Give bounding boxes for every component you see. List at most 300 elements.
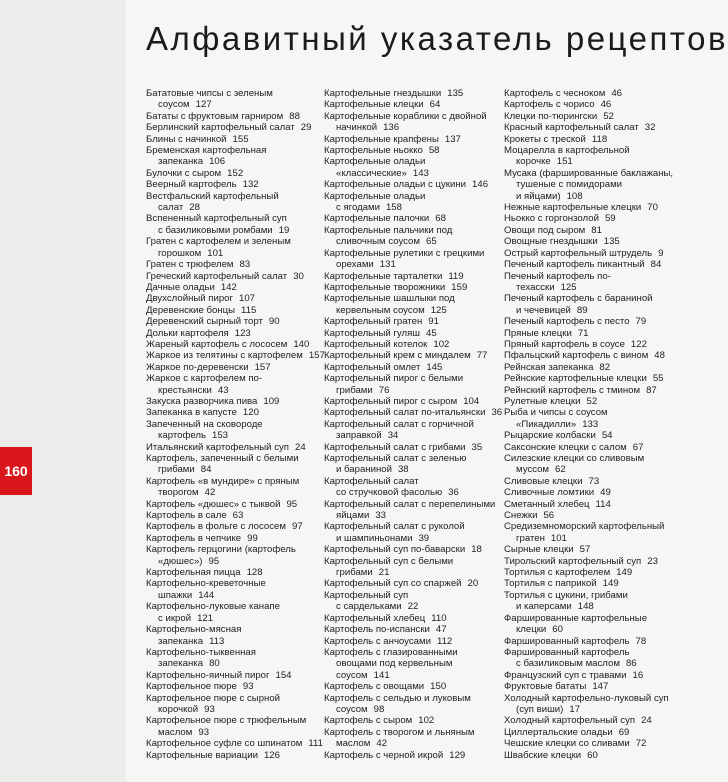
entry-text: грибами [336, 384, 373, 396]
entry-text: Швабские клецки [504, 749, 582, 761]
index-entry [146, 442, 326, 453]
index-entry [504, 305, 664, 316]
index-entry [504, 499, 664, 510]
entry-page-number: 109 [263, 395, 280, 407]
entry-text: Печеный картофель с песто [504, 316, 630, 328]
index-entry [146, 738, 326, 749]
index-entry [504, 328, 664, 339]
entry-text: и бараниной [336, 464, 392, 476]
entry-page-number: 77 [476, 350, 488, 362]
index-entry [504, 396, 664, 407]
entry-text: Картофель с сыром [324, 715, 413, 727]
index-entry [504, 521, 664, 532]
entry-text: Картофельные пальчики под [324, 224, 453, 236]
index-entry [146, 693, 326, 704]
entry-text: Овощные гнездышки [504, 236, 598, 248]
index-entry [504, 692, 669, 704]
index-entry [504, 567, 664, 578]
entry-page-number: 18 [471, 544, 482, 556]
entry-text: Картофельный суп [324, 589, 409, 601]
index-entry [504, 88, 664, 99]
entry-page-number: 81 [591, 224, 602, 236]
index-entry [324, 499, 504, 510]
index-entry [324, 510, 504, 521]
index-entry [324, 430, 504, 441]
index-entry [504, 704, 664, 715]
entry-page-number: 95 [286, 498, 298, 510]
entry-text: Берлинский картофельный салат [146, 122, 295, 134]
entry-text: грибами [336, 567, 373, 579]
entry-text: Картофель «дюшес» с тыквой [146, 498, 281, 510]
entry-text: соусом [336, 703, 368, 715]
entry-text: Картофель с черной икрой [324, 749, 444, 761]
index-entry [324, 647, 504, 658]
entry-page-number: 54 [601, 430, 613, 442]
entry-text: маслом [158, 726, 193, 738]
entry-text: Картофельные оладьи [324, 190, 426, 202]
entry-page-number: 91 [428, 316, 439, 328]
entry-page-number: 147 [592, 681, 609, 693]
entry-text: запеканка [158, 658, 204, 670]
entry-text: Картофельное суфле со шпинатом [146, 738, 303, 750]
entry-page-number: 42 [204, 487, 216, 499]
index-entry [324, 305, 504, 316]
entry-page-number: 55 [652, 373, 664, 385]
entry-text: Блины с начинкой [146, 133, 227, 145]
entry-text: яйцами [336, 510, 370, 522]
entry-text: муссом [516, 464, 550, 476]
index-entry [504, 670, 664, 681]
entry-page-number: 122 [630, 338, 647, 350]
entry-page-number: 64 [429, 99, 441, 111]
entry-page-number: 32 [644, 122, 656, 134]
entry-text: Деревенский сырный торт [146, 316, 263, 328]
index-entry [504, 658, 664, 669]
entry-page-number: 118 [591, 133, 608, 145]
entry-text: Клецки по-тюрингски [504, 110, 598, 122]
entry-text: Картофель с овощами [324, 681, 425, 693]
index-entry [146, 328, 326, 339]
entry-page-number: 129 [449, 749, 466, 761]
entry-text: орехами [336, 259, 374, 271]
entry-page-number: 68 [435, 213, 446, 225]
index-entry [324, 168, 504, 179]
entry-text: Картофельные кораблики с двойной [324, 110, 487, 122]
entry-text: запеканка [158, 635, 204, 647]
entry-text: соусом [336, 669, 368, 681]
index-entry [146, 134, 326, 145]
entry-page-number: 82 [599, 361, 611, 373]
index-entry [146, 396, 326, 407]
index-entry [324, 567, 504, 578]
entry-page-number: 157 [254, 361, 271, 373]
entry-text: и шампиньонами [336, 532, 413, 544]
entry-text: Картофельно-мясная [146, 624, 242, 636]
entry-text: Картофельный гуляш [324, 327, 420, 339]
index-entry [504, 122, 664, 133]
index-entry [504, 487, 664, 498]
entry-text: Рейнские картофельные клецки [504, 373, 647, 385]
entry-page-number: 70 [647, 202, 658, 214]
entry-text: и каперсами [516, 601, 572, 613]
index-entry [146, 510, 326, 521]
index-entry [146, 613, 326, 624]
index-entry [504, 373, 664, 384]
index-entry [504, 282, 664, 293]
index-entry [324, 658, 504, 669]
index-entry [146, 339, 326, 350]
entry-page-number: 93 [204, 703, 215, 715]
entry-text: Холодный картофельный суп [504, 715, 636, 727]
entry-text: Гратен с картофелем и зеленым [146, 236, 291, 248]
entry-page-number: 141 [373, 669, 390, 681]
index-entry [146, 362, 326, 373]
index-entry [504, 362, 664, 373]
entry-page-number: 24 [641, 715, 652, 727]
index-entry [146, 544, 326, 555]
entry-text: Картофель «в мундире» с пряным [146, 475, 300, 487]
index-entry [146, 624, 326, 635]
index-entry [146, 464, 326, 475]
entry-text: Картофельные тарталетки [324, 270, 443, 282]
index-entry [146, 191, 326, 202]
index-entry [324, 544, 504, 555]
entry-text: гратен [516, 532, 545, 544]
entry-text: Силезские клецки со сливовым [504, 453, 645, 464]
entry-text: Пряные клецки [504, 327, 572, 339]
entry-text: Запеканка в капусте [146, 407, 237, 419]
index-entry [324, 271, 504, 282]
entry-text: «дюшес») [158, 555, 203, 567]
index-entry [324, 578, 504, 589]
entry-page-number: 150 [430, 681, 447, 693]
entry-text: Картофельный салат [324, 475, 419, 487]
entry-text: Картофельное пюре с сырной [146, 692, 281, 704]
entry-text: Ньокко с горгонзолой [504, 213, 599, 225]
index-entry [324, 419, 504, 430]
index-entry [146, 145, 326, 156]
entry-page-number: 101 [207, 247, 224, 259]
index-entry [324, 191, 504, 202]
index-entry [324, 396, 504, 407]
entry-page-number: 113 [209, 635, 225, 647]
entry-page-number: 80 [209, 658, 220, 670]
entry-page-number: 83 [239, 259, 251, 271]
entry-text: Гратен с трюфелем [146, 259, 234, 271]
entry-text: Саксонские клецки с салом [504, 441, 627, 453]
entry-text: Картофельные гнездышки [324, 88, 442, 99]
entry-text: Тирольский картофельный суп [504, 555, 642, 567]
entry-page-number: 59 [604, 213, 616, 225]
entry-text: и чечевицей [516, 304, 571, 316]
entry-text: Картофельно-тыквенная [146, 646, 256, 658]
index-entry [146, 88, 326, 99]
entry-text: Картофельный суп с белыми [324, 555, 454, 567]
index-entry [324, 464, 504, 475]
entry-text: Тортилья с цукини, грибами [504, 589, 628, 601]
entry-page-number: 28 [189, 202, 200, 214]
index-entry [146, 704, 326, 715]
index-column-3 [504, 88, 674, 761]
entry-text: Запеченный на сковороде [146, 418, 263, 430]
index-entry [146, 305, 326, 316]
entry-page-number: 111 [308, 738, 323, 750]
entry-page-number: 20 [467, 578, 479, 590]
index-entry [324, 259, 504, 270]
entry-page-number: 89 [576, 304, 588, 316]
entry-page-number: 120 [242, 407, 259, 419]
entry-page-number: 35 [471, 441, 483, 453]
index-entry [146, 248, 326, 259]
entry-page-number: 43 [217, 384, 229, 396]
entry-text: Картофель в сале [146, 510, 227, 522]
index-entry [324, 385, 504, 396]
entry-page-number: 145 [426, 361, 443, 373]
entry-text: грибами [158, 464, 195, 476]
entry-page-number: 157 [308, 350, 325, 362]
index-entry [324, 316, 504, 327]
entry-page-number: 133 [582, 418, 599, 430]
entry-text: Картофельный салат с грибами [324, 441, 466, 453]
entry-page-number: 99 [247, 532, 258, 544]
entry-text: Дачные оладьи [146, 281, 215, 293]
entry-text: Дольки картофеля [146, 327, 229, 339]
entry-text: Картофель, запеченный с белыми [146, 453, 299, 464]
index-entry [146, 681, 326, 692]
index-entry [146, 533, 326, 544]
entry-page-number: 121 [197, 612, 214, 624]
index-entry [504, 476, 664, 487]
index-entry [504, 191, 664, 202]
index-entry [504, 715, 664, 726]
index-entry [504, 601, 664, 612]
entry-text: Картофель в фольге с лососем [146, 521, 286, 533]
entry-page-number: 135 [447, 88, 464, 99]
entry-text: творогом [158, 487, 199, 499]
index-entry [146, 156, 326, 167]
index-entry [146, 567, 326, 578]
entry-page-number: 71 [577, 327, 589, 339]
entry-text: Бататы с фруктовым гарниром [146, 110, 284, 122]
entry-page-number: 137 [444, 133, 461, 145]
entry-page-number: 143 [412, 167, 429, 179]
index-entry [504, 213, 664, 224]
index-entry [324, 476, 504, 487]
index-entry [146, 316, 326, 327]
entry-text: (суп виши) [516, 703, 564, 715]
entry-page-number: 52 [586, 395, 598, 407]
entry-page-number: 33 [375, 510, 387, 522]
entry-text: с ягодами [336, 202, 380, 214]
index-entry [504, 167, 674, 179]
entry-text: салат [158, 202, 184, 214]
index-entry [146, 179, 326, 190]
index-entry [324, 727, 504, 738]
entry-text: Картофельная пицца [146, 567, 241, 579]
index-entry [324, 88, 504, 99]
entry-text: с икрой [158, 612, 192, 624]
entry-page-number: 119 [448, 270, 464, 282]
index-entry [324, 350, 504, 361]
entry-page-number: 30 [293, 270, 304, 282]
entry-page-number: 102 [418, 715, 435, 727]
index-entry [504, 556, 664, 567]
index-entry [146, 658, 326, 669]
entry-text: Картофельное пюре с трюфельным [146, 715, 307, 727]
index-entry [504, 99, 664, 110]
index-entry [146, 670, 326, 681]
index-entry [324, 202, 504, 213]
entry-text: Чешские клецки со сливами [504, 738, 630, 750]
index-entry [146, 236, 326, 247]
entry-text: Вестфальский картофельный [146, 190, 279, 202]
entry-text: Картофельное пюре [146, 681, 237, 693]
entry-text: с сардельками [336, 601, 402, 613]
entry-text: Пфальцский картофель с вином [504, 350, 649, 362]
entry-text: Картофельный салат с перепелиными [324, 498, 496, 510]
entry-text: Сливовые клецки [504, 475, 583, 487]
entry-page-number: 17 [569, 703, 581, 715]
index-entry [324, 738, 504, 749]
entry-page-number: 84 [650, 259, 662, 271]
entry-text: Картофельные оладьи с цукини [324, 179, 467, 191]
index-entry [324, 339, 504, 350]
entry-page-number: 125 [560, 281, 577, 293]
index-entry [146, 727, 326, 738]
index-entry [504, 453, 664, 464]
index-entry [504, 419, 664, 430]
index-entry [146, 419, 326, 430]
entry-text: заправкой [336, 430, 382, 442]
entry-text: картофель [158, 430, 206, 442]
index-entry [146, 590, 326, 601]
index-entry [324, 293, 504, 304]
entry-text: Фаршированный картофель [504, 646, 630, 658]
index-entry [146, 578, 326, 589]
entry-page-number: 140 [293, 338, 310, 350]
entry-text: Моцарелла в картофельной [504, 145, 630, 157]
index-entry [324, 236, 504, 247]
index-entry [324, 145, 504, 156]
entry-page-number: 9 [658, 247, 664, 259]
index-column-1 [146, 88, 326, 761]
index-entry [146, 499, 326, 510]
entry-text: Фаршированные картофельные [504, 612, 648, 624]
entry-page-number: 58 [428, 145, 440, 157]
entry-text: со стручковой фасолью [336, 487, 443, 499]
entry-page-number: 87 [646, 384, 657, 396]
entry-text: Закуска разворчика пива [146, 395, 258, 407]
index-entry [324, 282, 504, 293]
index-entry [504, 202, 664, 213]
entry-text: Рыцарские колбаски [504, 430, 596, 442]
entry-text: Картофельный омлет [324, 361, 421, 373]
entry-page-number: 148 [577, 601, 594, 613]
index-entry [504, 624, 664, 635]
index-entry [324, 328, 504, 339]
index-entry [146, 453, 326, 464]
entry-page-number: 84 [200, 464, 212, 476]
index-entry [324, 134, 504, 145]
entry-page-number: 126 [263, 749, 280, 761]
index-entry [504, 727, 664, 738]
entry-text: Греческий картофельный салат [146, 270, 288, 282]
entry-text: Печеный картофель по- [504, 270, 611, 282]
entry-text: Картофельный салат с руколой [324, 521, 465, 533]
entry-text: Картофельные шашлыки под [324, 293, 455, 305]
index-entry [146, 99, 326, 110]
entry-text: и яйцами) [516, 190, 561, 202]
entry-text: Красный картофельный салат [504, 122, 639, 134]
entry-text: Пряный картофель в соусе [504, 338, 625, 350]
entry-text: Печеный картофель с бараниной [504, 293, 653, 305]
entry-page-number: 46 [611, 88, 622, 99]
index-entry [504, 145, 664, 156]
entry-page-number: 57 [579, 544, 591, 556]
entry-text: Жареный картофель с лососем [146, 338, 288, 350]
index-entry [504, 647, 664, 658]
index-entry [324, 453, 504, 464]
entry-text: Тортилья с картофелем [504, 567, 611, 579]
entry-text: Мусака (фаршированные баклажаны, [504, 167, 674, 179]
index-entry [504, 385, 664, 396]
index-entry [504, 293, 664, 304]
entry-page-number: 46 [600, 99, 612, 111]
index-entry [504, 271, 664, 282]
entry-page-number: 125 [430, 304, 447, 316]
index-entry [504, 681, 664, 692]
entry-page-number: 106 [209, 156, 226, 168]
index-entry [504, 464, 664, 475]
entry-page-number: 131 [379, 259, 396, 271]
entry-text: сливочным соусом [336, 236, 420, 248]
index-entry [324, 624, 504, 635]
entry-page-number: 88 [289, 110, 300, 122]
entry-text: Картофель по-испански [324, 624, 430, 636]
index-entry [504, 544, 664, 555]
entry-text: горошком [158, 247, 202, 259]
index-entry [146, 385, 326, 396]
page-number-badge: 160 [0, 447, 32, 495]
entry-text: Печеный картофель пикантный [504, 259, 645, 271]
entry-page-number: 158 [385, 202, 402, 214]
entry-text: Картофельные палочки [324, 213, 430, 225]
entry-text: Средиземноморский картофельный [504, 521, 665, 533]
entry-text: Картофельные оладьи [324, 156, 426, 168]
index-entry [324, 225, 504, 236]
entry-page-number: 42 [376, 738, 388, 750]
entry-page-number: 107 [239, 293, 256, 305]
entry-text: Фруктовые бататы [504, 681, 587, 693]
entry-page-number: 36 [491, 407, 503, 419]
index-entry [146, 373, 326, 384]
index-entry [504, 578, 664, 589]
entry-page-number: 151 [556, 156, 573, 168]
index-entry [146, 750, 326, 761]
entry-page-number: 72 [635, 738, 647, 750]
entry-page-number: 115 [241, 304, 257, 316]
index-entry [146, 168, 326, 179]
entry-text: шпажки [158, 589, 193, 601]
entry-text: Картофельный суп по-баварски [324, 544, 466, 556]
index-entry [146, 556, 326, 567]
entry-text: Картофельный пирог с белыми [324, 373, 464, 385]
entry-page-number: 47 [435, 624, 447, 636]
entry-text: Жаркое по-деревенски [146, 361, 249, 373]
entry-text: Тортилья с паприкой [504, 578, 597, 590]
entry-text: Булочки с сыром [146, 167, 222, 179]
entry-page-number: 62 [555, 464, 566, 476]
